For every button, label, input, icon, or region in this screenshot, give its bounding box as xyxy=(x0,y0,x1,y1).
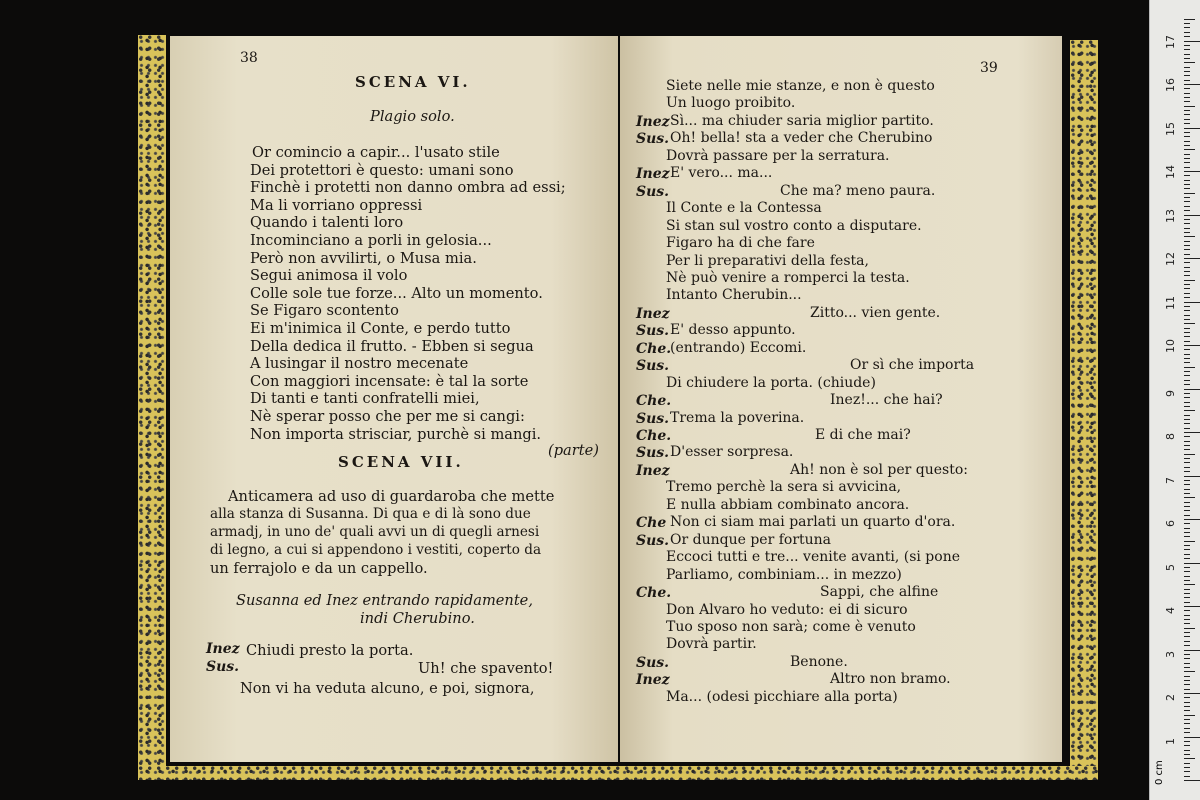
dialogue-line: Ah! non è sol per questo: xyxy=(790,461,969,478)
ruler-tick xyxy=(1184,27,1190,28)
ruler-tick xyxy=(1184,671,1195,672)
ruler-number: 14 xyxy=(1164,165,1177,179)
ruler-tick xyxy=(1184,658,1190,659)
monologue-line: Della dedica il frutto. - Ebben si segua xyxy=(250,337,534,355)
dialogue-line: Parliamo, combiniam... in mezzo) xyxy=(666,566,902,583)
ruler-tick xyxy=(1184,645,1190,646)
ruler-tick xyxy=(1184,519,1200,520)
speaker-label: Inez xyxy=(206,641,240,657)
ruler-tick xyxy=(1184,136,1190,137)
ruler-tick xyxy=(1184,302,1200,303)
ruler-tick xyxy=(1184,123,1190,124)
monologue-line: Però non avvilirti, o Musa mia. xyxy=(250,249,477,267)
ruler-number: 7 xyxy=(1164,476,1177,484)
ruler-tick xyxy=(1184,41,1200,42)
ruler-tick xyxy=(1184,341,1190,342)
ruler-number: 17 xyxy=(1164,34,1177,49)
ruler-tick xyxy=(1184,254,1190,255)
ruler-tick xyxy=(1184,602,1190,603)
setting-line: un ferrajolo e da un cappello. xyxy=(210,560,428,577)
ruler-tick xyxy=(1184,719,1190,720)
measuring-ruler xyxy=(1149,0,1200,800)
dialogue-line: Altro non bramo. xyxy=(830,671,951,688)
ruler-tick xyxy=(1184,589,1190,590)
ruler-tick xyxy=(1184,632,1190,633)
ruler-tick xyxy=(1184,397,1190,398)
ruler-tick xyxy=(1184,271,1190,272)
ruler-tick xyxy=(1184,158,1190,159)
monologue-line: Con maggiori incensate: è tal la sorte xyxy=(250,372,529,390)
ruler-number: 3 xyxy=(1164,650,1177,658)
ruler-tick xyxy=(1184,493,1190,494)
dialogue-line: Che ma? meno paura. xyxy=(780,182,936,199)
dialogue-line: Di chiudere la porta. (chiude) xyxy=(666,374,876,391)
ruler-tick xyxy=(1184,275,1190,276)
ruler-tick xyxy=(1184,306,1190,307)
dialogue-line: E' desso appunto. xyxy=(670,322,796,339)
ruler-tick xyxy=(1184,36,1190,37)
monologue-line: Segui animosa il volo xyxy=(250,267,408,285)
ruler-number: 16 xyxy=(1164,78,1177,92)
monologue-line: Quando i talenti loro xyxy=(250,214,404,232)
ruler-tick xyxy=(1184,449,1190,450)
dialogue-line: Chiudi presto la porta. xyxy=(246,642,414,659)
ruler-number: 10 xyxy=(1164,339,1177,353)
ruler-tick xyxy=(1184,754,1190,755)
ruler-tick xyxy=(1184,101,1190,102)
ruler-tick xyxy=(1184,615,1190,616)
ruler-tick xyxy=(1184,597,1190,598)
ruler-tick xyxy=(1184,689,1190,690)
speaker-label: Inez xyxy=(636,166,670,183)
monologue-line: Non importa strisciar, purchè si mangi. xyxy=(250,425,542,443)
ruler-tick xyxy=(1184,375,1190,376)
dialogue-line: Or dunque per fortuna xyxy=(670,531,832,548)
ruler-tick xyxy=(1184,402,1190,403)
exit-direction: (parte) xyxy=(548,442,599,459)
entrance-line: indi Cherubino. xyxy=(360,610,475,627)
cover-bottom-edge xyxy=(138,766,1098,780)
ruler-tick xyxy=(1184,619,1190,620)
ruler-tick xyxy=(1184,258,1200,259)
speaker-label: Che xyxy=(636,515,667,532)
ruler-tick xyxy=(1184,489,1190,490)
ruler-tick xyxy=(1184,728,1190,729)
ruler-number: 4 xyxy=(1164,607,1177,614)
ruler-tick xyxy=(1184,262,1190,263)
ruler-tick xyxy=(1184,419,1190,420)
ruler-tick xyxy=(1184,723,1190,724)
ruler-tick xyxy=(1184,497,1195,498)
speaker-label: Sus. xyxy=(636,410,670,427)
dialogue-line: Dovrà partir. xyxy=(666,636,757,653)
ruler-tick xyxy=(1184,284,1190,285)
scene-7-title: SCENA VII. xyxy=(338,453,464,471)
ruler-tick xyxy=(1184,141,1190,142)
dialogue-line: Dovrà passare per la serratura. xyxy=(666,147,890,164)
monologue-line: Nè sperar posso che per me si cangi: xyxy=(250,408,525,425)
ruler-tick xyxy=(1184,358,1190,359)
ruler-tick xyxy=(1184,236,1195,237)
ruler-tick xyxy=(1184,467,1190,468)
ruler-tick xyxy=(1184,758,1195,759)
ruler-tick xyxy=(1184,576,1190,577)
speaker-label: Sus. xyxy=(636,358,670,375)
ruler-number: 12 xyxy=(1164,252,1177,266)
ruler-tick xyxy=(1184,349,1190,350)
monologue-line: Incominciano a porli in gelosia... xyxy=(250,232,492,249)
ruler-tick xyxy=(1184,380,1190,381)
monologue-line: Di tanti e tanti confratelli miei, xyxy=(250,390,480,408)
ruler-tick xyxy=(1184,480,1190,481)
ruler-tick xyxy=(1184,293,1190,294)
ruler-tick xyxy=(1184,71,1190,72)
ruler-tick xyxy=(1184,110,1190,111)
ruler-tick xyxy=(1184,436,1190,437)
ruler-tick xyxy=(1184,771,1190,772)
ruler-tick xyxy=(1184,584,1195,585)
dialogue-line: Il Conte e la Contessa xyxy=(666,200,822,217)
ruler-tick xyxy=(1184,763,1190,764)
dialogue-line: Tuo sposo non sarà; come è venuto xyxy=(666,618,916,635)
monologue-line: Or comincio a capir... l'usato stile xyxy=(252,144,500,161)
speaker-label: Inez xyxy=(636,305,670,322)
monologue-line: Dei protettori è questo: umani sono xyxy=(250,161,514,179)
speaker-label: Inez xyxy=(636,672,670,689)
setting-line: Anticamera ad uso di guardaroba che mette xyxy=(228,488,555,505)
monologue-line: Se Figaro scontento xyxy=(250,302,399,320)
ruler-tick xyxy=(1184,215,1200,216)
ruler-tick xyxy=(1184,628,1195,629)
ruler-tick xyxy=(1184,267,1190,268)
ruler-number: 15 xyxy=(1164,121,1177,136)
ruler-tick xyxy=(1184,432,1200,433)
ruler-tick xyxy=(1184,410,1195,411)
ruler-tick xyxy=(1184,362,1190,363)
ruler-number: 11 xyxy=(1164,295,1177,310)
ruler-tick xyxy=(1184,219,1190,220)
ruler-tick xyxy=(1184,180,1190,181)
monologue-line: Ei m'inimica il Conte, e perdo tutto xyxy=(250,320,511,337)
ruler-tick xyxy=(1184,663,1190,664)
ruler-tick xyxy=(1184,406,1190,407)
dialogue-line: Non ci siam mai parlati un quarto d'ora. xyxy=(670,514,956,531)
monologue-line: Ma li vorriano oppressi xyxy=(250,196,423,214)
ruler-tick xyxy=(1184,315,1190,316)
speaker-label: Sus. xyxy=(206,659,240,675)
ruler-tick xyxy=(1184,288,1190,289)
ruler-tick xyxy=(1184,84,1200,85)
scene-6-subtitle: Plagio solo. xyxy=(370,108,455,125)
ruler-tick xyxy=(1184,171,1200,172)
cover-right-edge xyxy=(1070,40,1098,776)
ruler-tick xyxy=(1184,610,1190,611)
ruler-tick xyxy=(1184,567,1190,568)
ruler-tick xyxy=(1184,162,1190,163)
ruler-tick xyxy=(1184,319,1190,320)
dialogue-line: Sappi, che alfine xyxy=(820,584,939,601)
dialogue-line: E di che mai? xyxy=(815,427,911,443)
ruler-tick xyxy=(1184,710,1190,711)
ruler-tick xyxy=(1184,228,1190,229)
speaker-label: Che. xyxy=(636,340,672,357)
ruler-number: 2 xyxy=(1164,694,1177,701)
speaker-label: Sus. xyxy=(636,183,670,200)
ruler-tick xyxy=(1184,323,1195,324)
ruler-tick xyxy=(1184,188,1190,189)
ruler-number: 13 xyxy=(1164,208,1177,223)
ruler-tick xyxy=(1184,54,1190,55)
ruler-tick xyxy=(1184,676,1190,677)
ruler-tick xyxy=(1184,280,1195,281)
ruler-tick xyxy=(1184,510,1190,511)
ruler-tick xyxy=(1184,58,1190,59)
ruler-tick xyxy=(1184,684,1190,685)
ruler-tick xyxy=(1184,593,1190,594)
left-page xyxy=(170,36,618,762)
speaker-label: Inez xyxy=(636,113,670,130)
ruler-tick xyxy=(1184,428,1190,429)
dialogue-line: Trema la poverina. xyxy=(670,409,805,426)
ruler-number: 8 xyxy=(1164,433,1177,440)
speaker-label: Sus. xyxy=(636,445,670,462)
ruler-tick xyxy=(1184,415,1190,416)
ruler-tick xyxy=(1184,580,1190,581)
setting-line: alla stanza di Susanna. Di qua e di là sono due xyxy=(210,506,531,522)
ruler-tick xyxy=(1184,201,1190,202)
speaker-label: Che. xyxy=(636,585,672,602)
ruler-tick xyxy=(1184,558,1190,559)
dialogue-line: Benone. xyxy=(790,653,848,670)
ruler-tick xyxy=(1184,750,1190,751)
ruler-tick xyxy=(1184,715,1195,716)
ruler-tick xyxy=(1184,128,1200,129)
ruler-tick xyxy=(1184,210,1190,211)
ruler-tick xyxy=(1184,554,1190,555)
ruler-tick xyxy=(1184,623,1190,624)
ruler-tick xyxy=(1184,75,1190,76)
ruler-tick xyxy=(1184,88,1190,89)
ruler-tick xyxy=(1184,345,1200,346)
speaker-label: Sus. xyxy=(636,654,670,671)
dialogue-line: (entrando) Eccomi. xyxy=(670,339,807,356)
ruler-tick xyxy=(1184,454,1195,455)
ruler-tick xyxy=(1184,476,1200,477)
ruler-tick xyxy=(1184,741,1190,742)
ruler-tick xyxy=(1184,223,1190,224)
cover-left-edge xyxy=(138,35,166,777)
ruler-tick xyxy=(1184,515,1190,516)
dialogue-line: Figaro ha di che fare xyxy=(666,235,815,252)
ruler-tick xyxy=(1184,706,1190,707)
ruler-tick xyxy=(1184,297,1190,298)
ruler-tick xyxy=(1184,154,1190,155)
ruler-number: 5 xyxy=(1164,563,1177,571)
ruler-tick xyxy=(1184,641,1190,642)
ruler-tick xyxy=(1184,737,1200,738)
ruler-tick xyxy=(1184,249,1190,250)
ruler-tick xyxy=(1184,532,1190,533)
ruler-tick xyxy=(1184,667,1190,668)
dialogue-line: Sì... ma chiuder saria miglior partito. xyxy=(670,112,934,129)
dialogue-line: Siete nelle mie stanze, e non è questo xyxy=(666,78,935,94)
ruler-tick xyxy=(1184,32,1190,33)
speaker-label: Sus. xyxy=(636,323,670,340)
dialogue-line: Si stan sul vostro conto a disputare. xyxy=(666,217,922,234)
ruler-tick xyxy=(1184,241,1190,242)
ruler-tick xyxy=(1184,458,1190,459)
ruler-tick xyxy=(1184,149,1195,150)
ruler-tick xyxy=(1184,167,1190,168)
ruler-tick xyxy=(1184,423,1190,424)
ruler-tick xyxy=(1184,206,1190,207)
ruler-tick xyxy=(1184,523,1190,524)
dialogue-line: Non vi ha veduta alcuno, e poi, signora, xyxy=(240,680,535,697)
ruler-tick xyxy=(1184,93,1190,94)
page-number-left: 38 xyxy=(240,50,258,66)
ruler-tick xyxy=(1184,19,1195,20)
dialogue-line: Don Alvaro ho veduto: ei di sicuro xyxy=(666,601,908,618)
ruler-tick xyxy=(1184,389,1200,390)
ruler-tick xyxy=(1184,484,1190,485)
dialogue-line: Intanto Cherubin... xyxy=(666,287,802,304)
speaker-label: Che. xyxy=(636,393,672,410)
dialogue-line: E nulla abbiam combinato ancora. xyxy=(666,496,910,513)
dialogue-line: Ma... (odesi picchiare alla porta) xyxy=(666,688,898,705)
ruler-tick xyxy=(1184,636,1190,637)
ruler-tick xyxy=(1184,193,1195,194)
monologue-line: Colle sole tue forze... Alto un momento. xyxy=(250,284,543,302)
dialogue-line: Tremo perchè la sera si avvicina, xyxy=(666,479,902,496)
dialogue-line: D'esser sorpresa. xyxy=(670,444,794,461)
ruler-tick xyxy=(1184,445,1190,446)
dialogue-line: Oh! bella! sta a veder che Cherubino xyxy=(670,130,933,147)
speaker-label: Sus. xyxy=(636,532,670,549)
dialogue-line: Un luogo proibito. xyxy=(666,95,796,112)
ruler-tick xyxy=(1184,114,1190,115)
ruler-tick xyxy=(1184,119,1190,120)
ruler-tick xyxy=(1184,175,1190,176)
dialogue-line: Eccoci tutti e tre... venite avanti, (si pone xyxy=(666,549,960,566)
dialogue-line: Nè può venire a romperci la testa. xyxy=(666,269,910,286)
ruler-tick xyxy=(1184,80,1190,81)
ruler-tick xyxy=(1184,471,1190,472)
monologue-line: A lusingar il nostro mecenate xyxy=(250,355,469,373)
ruler-tick xyxy=(1184,97,1190,98)
right-page xyxy=(620,36,1062,762)
ruler-tick xyxy=(1184,441,1190,442)
ruler-tick xyxy=(1184,732,1190,733)
entrance-line: Susanna ed Inez entrando rapidamente, xyxy=(236,592,533,609)
ruler-tick xyxy=(1184,310,1190,311)
ruler-tick xyxy=(1184,332,1190,333)
ruler-tick xyxy=(1184,776,1190,777)
ruler-tick xyxy=(1184,49,1190,50)
ruler-tick xyxy=(1184,506,1190,507)
ruler-tick xyxy=(1184,367,1195,368)
ruler-tick xyxy=(1184,549,1190,550)
ruler-tick xyxy=(1184,336,1190,337)
ruler-unit-label: 0 cm xyxy=(1154,760,1165,785)
speaker-label: Inez xyxy=(636,462,670,479)
ruler-tick xyxy=(1184,767,1190,768)
ruler-tick xyxy=(1184,232,1190,233)
ruler-tick xyxy=(1184,541,1195,542)
dialogue-line: Per li preparativi della festa, xyxy=(666,252,869,269)
ruler-tick xyxy=(1184,384,1190,385)
ruler-tick xyxy=(1184,745,1190,746)
ruler-tick xyxy=(1184,702,1190,703)
ruler-tick xyxy=(1184,328,1190,329)
ruler-tick xyxy=(1184,371,1190,372)
ruler-tick xyxy=(1184,606,1200,607)
ruler-tick xyxy=(1184,106,1195,107)
ruler-tick xyxy=(1184,393,1190,394)
dialogue-line: Uh! che spavento! xyxy=(418,660,554,677)
ruler-number: 9 xyxy=(1164,389,1177,397)
ruler-tick xyxy=(1184,67,1190,68)
dialogue-line: Or sì che importa xyxy=(850,357,975,374)
open-book xyxy=(138,30,1098,780)
ruler-tick xyxy=(1184,693,1200,694)
dialogue-line: E' vero... ma... xyxy=(670,165,773,182)
ruler-number: 6 xyxy=(1164,520,1177,527)
setting-line: di legno, a cui si appendono i vestiti, coperto da xyxy=(210,542,542,558)
setting-line: armadj, in uno de' quali avvi un di quegli arnesi xyxy=(210,524,540,540)
ruler-tick xyxy=(1184,354,1190,355)
scene-6-title: SCENA VI. xyxy=(355,73,471,91)
speaker-label: Che. xyxy=(636,428,672,444)
ruler-tick xyxy=(1184,654,1190,655)
ruler-tick xyxy=(1184,697,1190,698)
ruler-tick xyxy=(1184,502,1190,503)
ruler-tick xyxy=(1184,650,1200,651)
ruler-tick xyxy=(1184,536,1190,537)
speaker-label: Sus. xyxy=(636,131,670,148)
ruler-tick xyxy=(1184,145,1190,146)
ruler-tick xyxy=(1184,780,1200,781)
dialogue-line: Inez!... che hai? xyxy=(830,392,943,409)
monologue-line: Finchè i protetti non danno ombra ad essi; xyxy=(250,179,566,197)
page-number-right: 39 xyxy=(980,60,998,76)
ruler-tick xyxy=(1184,563,1200,564)
ruler-tick xyxy=(1184,197,1190,198)
ruler-tick xyxy=(1184,571,1190,572)
ruler-tick xyxy=(1184,184,1190,185)
ruler-tick xyxy=(1184,23,1190,24)
ruler-tick xyxy=(1184,462,1190,463)
ruler-tick xyxy=(1184,62,1195,63)
ruler-tick xyxy=(1184,45,1190,46)
dialogue-line: Zitto... vien gente. xyxy=(810,304,941,321)
ruler-tick xyxy=(1184,545,1190,546)
ruler-tick xyxy=(1184,132,1190,133)
ruler-tick xyxy=(1184,680,1190,681)
ruler-tick xyxy=(1184,528,1190,529)
ruler-number: 1 xyxy=(1164,737,1177,745)
ruler-tick xyxy=(1184,245,1190,246)
